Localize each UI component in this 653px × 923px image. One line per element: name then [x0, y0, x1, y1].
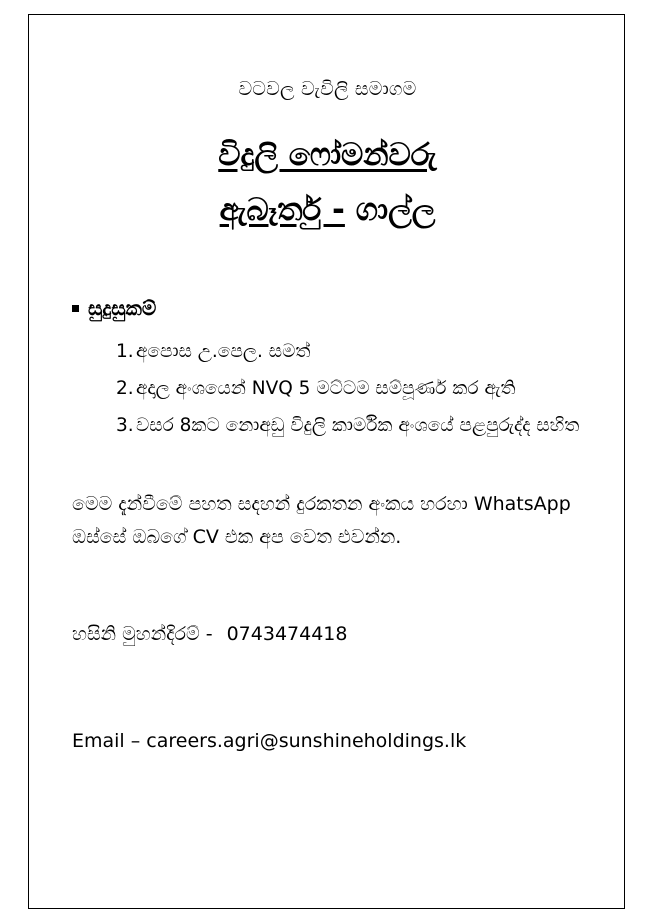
list-item: [116, 338, 595, 366]
vacancy-location-line: [60, 190, 595, 232]
location-label: ගාල්ල: [344, 192, 436, 229]
poster-content: [60, 40, 595, 755]
list-item-number: 2.: [116, 378, 134, 400]
contact-email: Email – careers.agri@sunshineholdings.lk: [72, 729, 467, 752]
list-item-number: 3.: [116, 414, 134, 436]
contact-person-name: හසිනි මුහන්දිරම් -: [72, 623, 213, 646]
square-bullet-icon: [72, 305, 79, 312]
list-item: [116, 412, 595, 440]
contact-row: [60, 620, 595, 649]
list-item-number: 1.: [116, 341, 134, 363]
list-item-text: අදාල අංශයෙන් NVQ 5 මට්ටම සම්පූර්ණ කර ඇති: [136, 378, 516, 400]
vacancy-label: ඇබෑර්තු -: [219, 192, 345, 229]
list-item-text: අපොස උ.පෙල. සමත්: [136, 341, 311, 363]
application-instructions: මෙම දැන්වීමේ පහත සදහන් දුරකතන අංකය හරහා WhatsApp ඔස්සේ ඔබගේ CV එක අප වෙත එවන්න.: [72, 492, 571, 548]
contact-phone-number: 0743474418: [226, 623, 348, 646]
qualifications-heading-label: සුදුසුකම්: [88, 296, 157, 321]
list-item: [116, 375, 595, 403]
job-title: විදුලි ෆෝමන්වරු: [218, 136, 437, 173]
qualifications-list: [60, 338, 595, 439]
qualifications-heading: [60, 296, 595, 320]
list-item-text: වසර 8කට නොඅඩු විදුලි කාර්මික අංශයේ පළපුරුද්ද සහිත: [136, 414, 580, 436]
company-name: වටවල වැවිලි සමාගම: [238, 78, 417, 100]
